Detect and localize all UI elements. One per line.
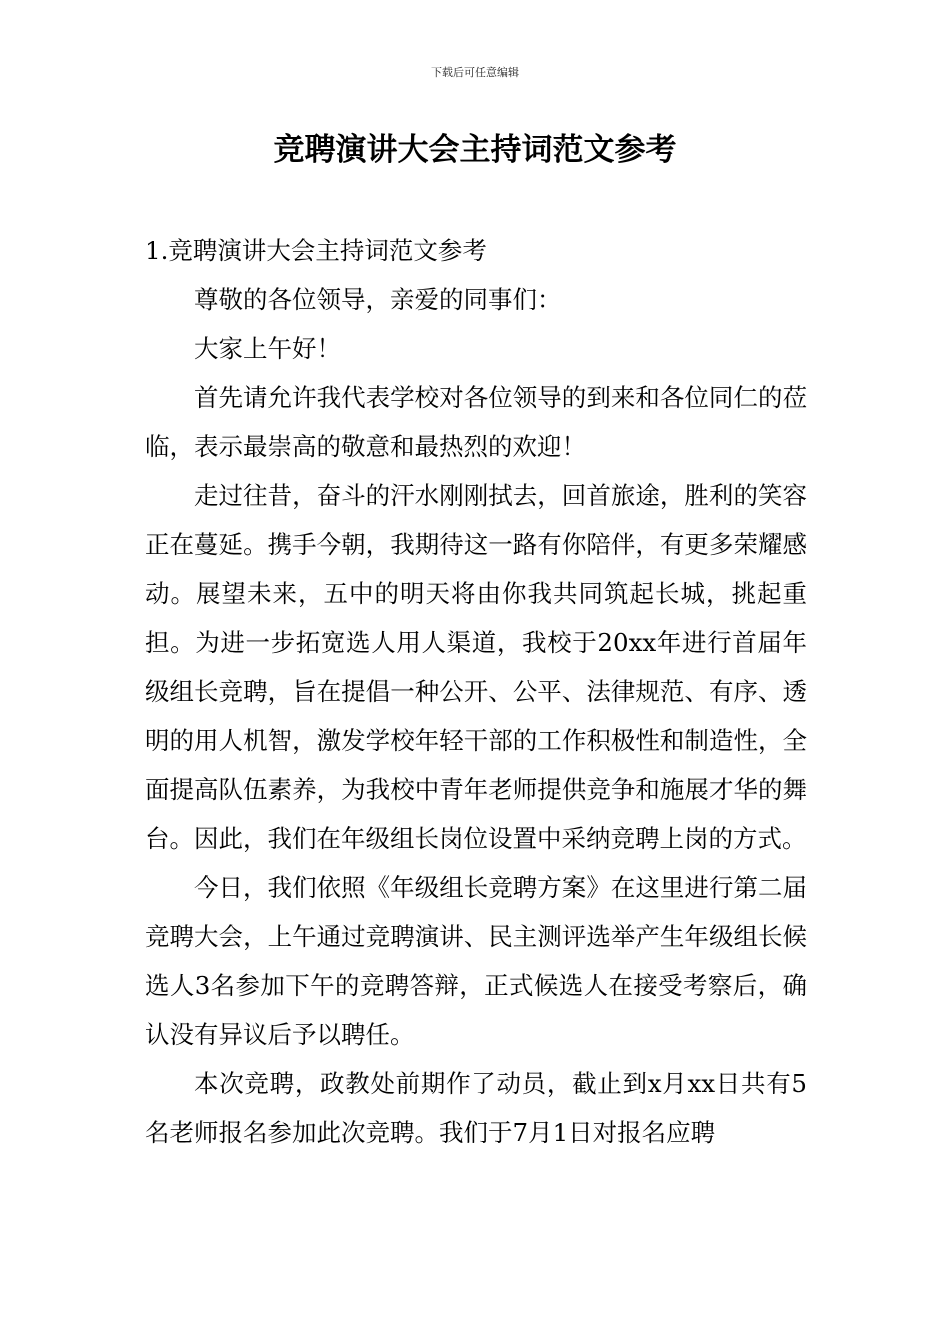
paragraph-background: 走过往昔，奋斗的汗水刚刚拭去，回首旅途，胜利的笑容正在蔓延。携手今朝，我期待这一路有你陪伴，有更多荣耀感动。展望未来，五中的明天将由你我共同筑起长城，挑起重担。为进一步拓宽选人用人渠道，我校于20xx年进行首届年级组长竞聘，旨在提倡一种公开、公平、法律规范、有序、透明的用人机智，激发学校年轻干部的工作积极性和制造性，全面提高队伍素养，为我校中青年老师提供竞争和施展才华的舞台。因此，我们在年级组长岗位设置中采纳竞聘上岗的方式。 [145, 481, 807, 853]
header-note: 下载后可任意编辑 [431, 66, 519, 79]
section-heading: 1.竞聘演讲大会主持词范文参考 [145, 236, 487, 265]
document-body [145, 226, 807, 1157]
paragraph-greeting: 大家上午好！ [194, 334, 341, 363]
document-title: 竞聘演讲大会主持词范文参考 [273, 132, 677, 168]
paragraph-welcome: 首先请允许我代表学校对各位领导的到来和各位同仁的莅临，表示最崇高的敬意和最热烈的欢迎！ [145, 383, 807, 461]
paragraph-registration: 本次竞聘，政教处前期作了动员，截止到x月xx日共有5名老师报名参加此次竞聘。我们于7月1日对报名应聘 [145, 1069, 807, 1147]
paragraph-procedure: 今日，我们依照《年级组长竞聘方案》在这里进行第二届竞聘大会，上午通过竞聘演讲、民主测评选举产生年级组长候选人3名参加下午的竞聘答辩，正式候选人在接受考察后，确认没有异议后予以聘任。 [145, 873, 807, 1049]
paragraph-salutation: 尊敬的各位领导，亲爱的同事们： [194, 285, 562, 314]
